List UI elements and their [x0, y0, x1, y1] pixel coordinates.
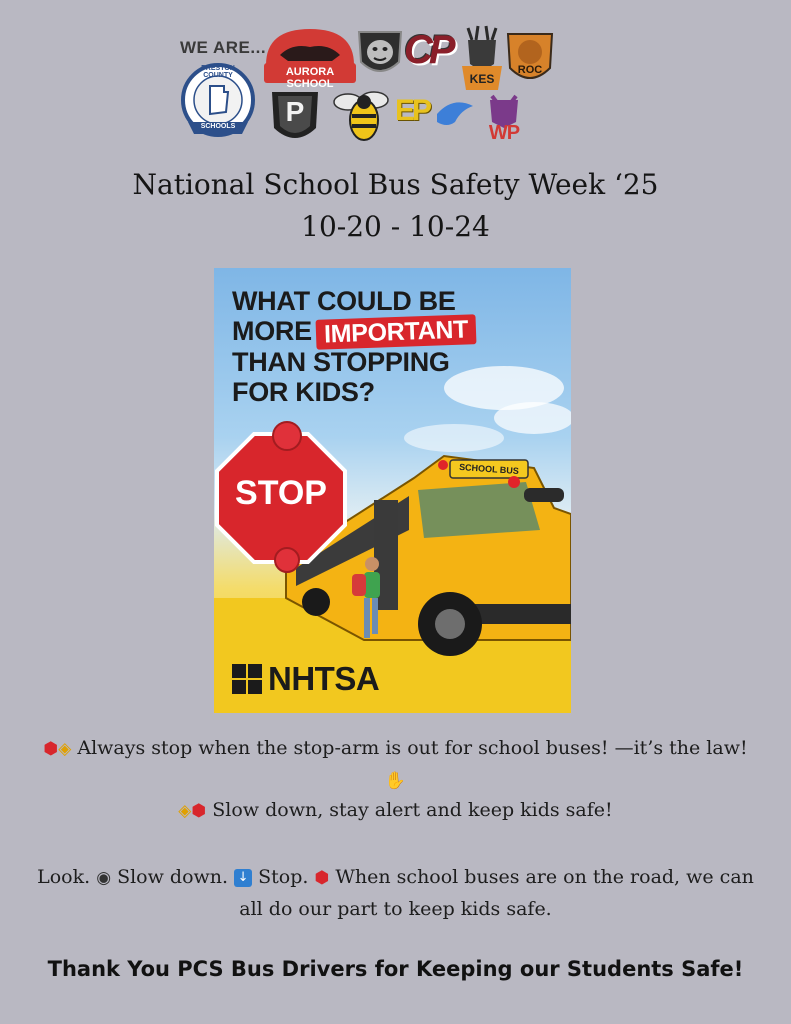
cp-logo [404, 26, 460, 84]
raised-hand-icon: ✋ [384, 771, 407, 791]
children-crossing-icon: ◈ [58, 739, 72, 759]
poster-headline-line-2 [232, 316, 562, 347]
stop-text: Stop. [258, 866, 309, 888]
eye-icon: ◉ [96, 868, 112, 888]
school-bus-sign: SCHOOL BUS [458, 461, 520, 477]
aurora-school-logo [262, 25, 358, 90]
important-highlight: IMPORTANT [315, 314, 476, 350]
message-stop-arm-text: Always stop when the stop-arm is out for school buses! —it’s the law! [77, 737, 748, 759]
wp-logo-label: WP [488, 122, 520, 144]
preston-county-schools-logo [180, 62, 256, 142]
message-slow-down-text: Slow down, stay alert and keep kids safe! [212, 799, 613, 821]
wp-logo [482, 92, 526, 152]
kes-logo-label: KES [469, 72, 495, 86]
kes-logo [458, 24, 506, 92]
stop-sign-icon: ⬢ [314, 868, 330, 888]
nhtsa-mark-icon [232, 664, 262, 694]
down-arrow-icon: ↓ [234, 869, 252, 887]
poster-headline-line-3: THAN STOPPING [232, 347, 450, 377]
roc-logo [504, 30, 556, 88]
school-logos-header [170, 20, 570, 160]
message-look-slow-stop [0, 862, 791, 925]
school-buses-road-text: When school buses are on the road, we can all do our part to keep kids safe. [239, 866, 754, 920]
aurora-logo-label: AURORA SCHOOL [285, 66, 335, 90]
hornet-logo [330, 86, 400, 144]
nhtsa-wordmark: NHTSA [268, 660, 380, 697]
nhtsa-brand [232, 660, 379, 698]
message-stop-arm [0, 733, 791, 797]
page-title: National School Bus Safety Week ‘25 [132, 168, 659, 201]
stop-sign-icon: ⬢ [43, 739, 59, 759]
p-shield-logo-label: P [285, 96, 305, 127]
look-text: Look. [37, 866, 91, 888]
cp-logo-label: CP [404, 28, 452, 72]
date-range: 10-20 - 10-24 [301, 210, 490, 243]
poster-more-word: MORE [232, 316, 312, 346]
poster-headline [232, 286, 562, 407]
poster-headline-line-1: WHAT COULD BE [232, 286, 456, 316]
ep-logo-label: EP [395, 94, 430, 127]
preston-logo-label: PRESTON COUNTY [201, 65, 235, 79]
stop-sign-icon: ⬢ [191, 801, 207, 821]
we-are-label: WE ARE... [180, 38, 267, 57]
bulldog-logo [355, 26, 405, 82]
p-shield-logo [270, 90, 320, 148]
slow-down-text: Slow down. [117, 866, 229, 888]
stop-sign-label: STOP [235, 474, 327, 512]
thank-you-drivers: Thank You PCS Bus Drivers for Keeping our Students Safe! [47, 957, 744, 981]
roc-logo-label: ROC [517, 64, 543, 76]
message-slow-down [0, 795, 791, 827]
ep-logo [395, 92, 475, 136]
nhtsa-poster [214, 268, 571, 713]
children-crossing-icon: ◈ [178, 801, 192, 821]
preston-logo-sub: SCHOOLS [200, 123, 236, 130]
poster-headline-line-4: FOR KIDS? [232, 377, 375, 407]
